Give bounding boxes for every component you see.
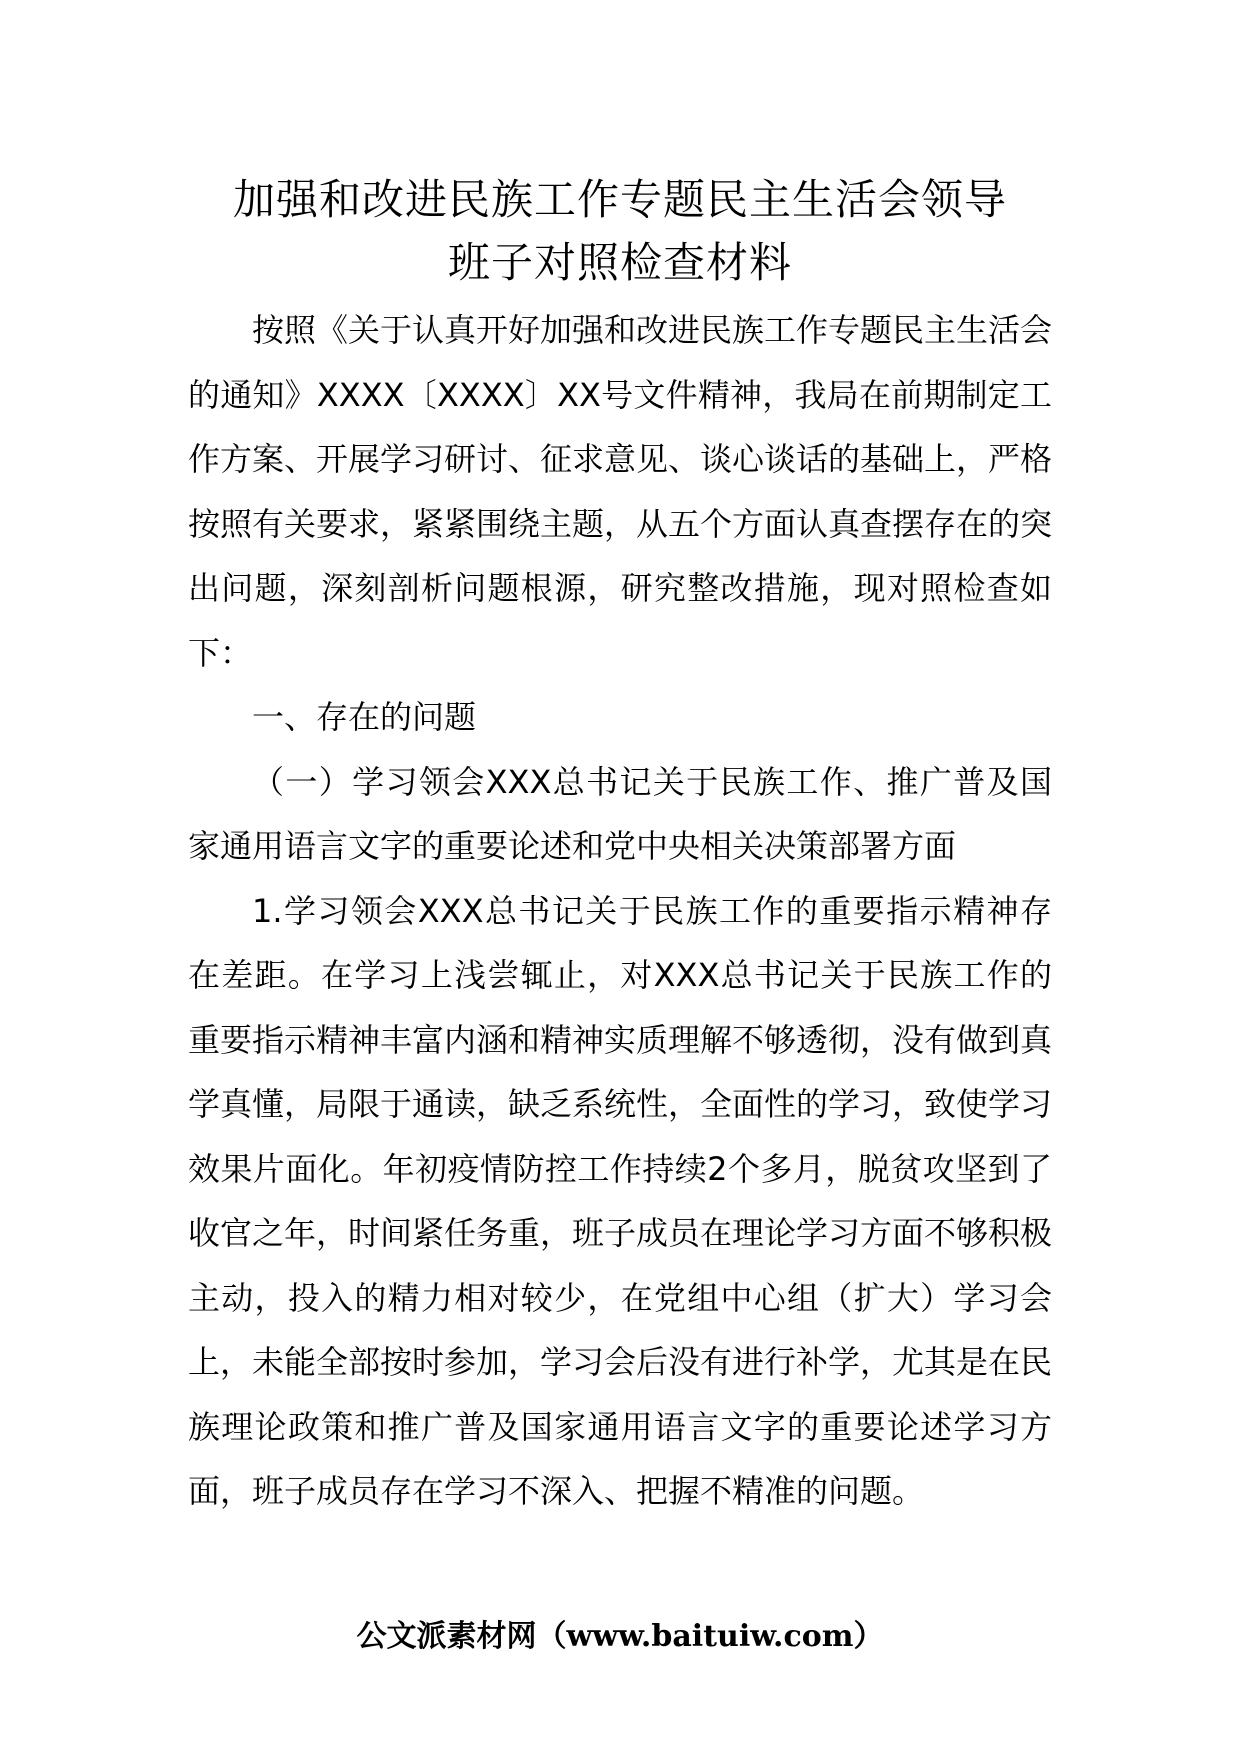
intro-paragraph: 按照《关于认真开好加强和改进民族工作专题民主生活会的通知》XXXX〔XXXX〕XX号文件精神，我局在前期制定工作方案、开展学习研讨、征求意见、谈心谈话的基础上，严格按照有关要求，紧紧围绕主题，从五个方面认真查摆存在的突出问题，深刻剖析问题根源，研究整改措施，现对照检查如下：	[188, 311, 1053, 672]
title-line-2: 班子对照检查材料	[447, 238, 792, 287]
section-heading: 一、存在的问题	[252, 698, 477, 736]
title-line-1: 加强和改进民族工作专题民主生活会领导	[232, 175, 1007, 224]
subsection-heading: （一）学习领会XXX总书记关于民族工作、推广普及国家通用语言文字的重要论述和党中央相关决策部署方面	[188, 762, 1052, 865]
footer-watermark-text: 公文派素材网（www.baituiw.com）	[356, 1619, 884, 1654]
document-title	[150, 168, 1090, 294]
document-body	[188, 298, 1052, 1524]
body-paragraph: 1.学习领会XXX总书记关于民族工作的重要指示精神存在差距。在学习上浅尝辄止，对XXX总书记关于民族工作的重要指示精神丰富内涵和精神实质理解不够透彻，没有做到真学真懂，局限于通读，缺乏系统性，全面性的学习，致使学习效果片面化。年初疫情防控工作持续2个多月，脱贫攻坚到了收官之年，时间紧任务重，班子成员在理论学习方面不够积极主动，投入的精力相对较少，在党组中心组（扩大）学习会上，未能全部按时参加，学习会后没有进行补学，尤其是在民族理论政策和推广普及国家通用语言文字的重要论述学习方面，班子成员存在学习不深入、把握不精准的问题。	[188, 891, 1053, 1510]
